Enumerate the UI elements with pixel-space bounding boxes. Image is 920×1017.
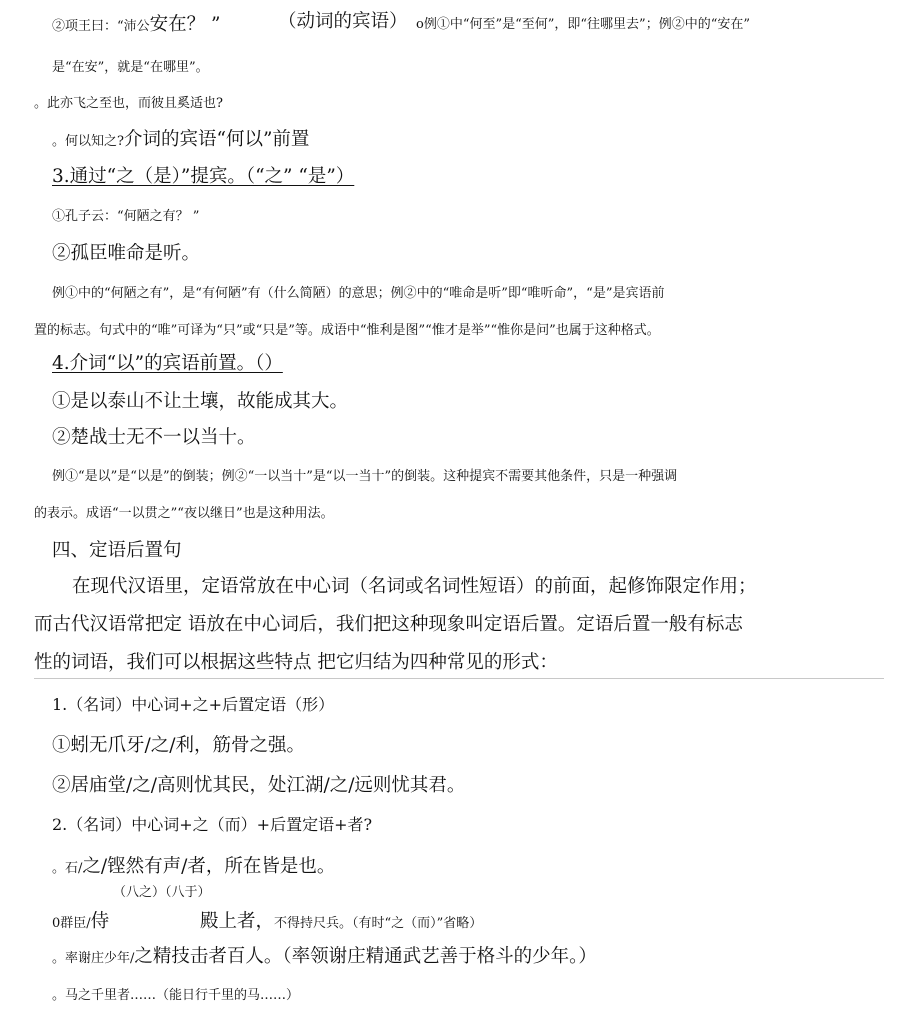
- section-heading: 四、定语后置句: [52, 540, 182, 561]
- text-line: ②孤臣唯命是听。: [52, 243, 201, 264]
- subsection-heading: 4.介词“以”的宾语前置。（）: [52, 353, 283, 374]
- text-line: 例①“是以”是“以是”的倒装；例②“一以当十”是“以一当十”的倒装。这种提宾不需要其他条件，只是一种强调: [52, 469, 678, 484]
- text-line: [52, 131, 309, 150]
- text-line: [52, 16, 221, 35]
- text-run: 0群臣/: [52, 916, 91, 931]
- text-line: 的表示。成语“一以贯之”“夜以继日”也是这种用法。: [34, 506, 334, 521]
- text-run: 。石/: [52, 861, 83, 876]
- paragraph-line: 在现代汉语里，定语常放在中心词（名词或名词性短语）的前面，起修饰限定作用；: [72, 576, 757, 597]
- text-run: 安在？ ”: [149, 14, 221, 35]
- text-line: 置的标志。句式中的“唯”可译为“只”或“只是”等。成语中“惟利是图”“惟才是举”“惟你是问”也属于这种格式。: [34, 323, 660, 338]
- example-line: 。马之千里者……（能日行千里的马……）: [52, 988, 300, 1003]
- form-heading: 1.（名词）中心词+之+后置定语（形）: [52, 695, 335, 714]
- divider: [34, 678, 884, 679]
- text-line: ①孔子云：“何陋之有？ ”: [52, 209, 200, 224]
- paragraph-line: 而古代汉语常把定 语放在中心词后，我们把这种现象叫定语后置。定语后置一般有标志: [34, 614, 743, 635]
- text-run: 。率谢庄少年/: [52, 951, 135, 966]
- text-line: 。此亦飞之至也，而彼且奚适也?: [34, 96, 223, 111]
- example-line: [200, 913, 482, 932]
- text-run: ②项王曰：“沛公: [52, 19, 150, 34]
- text-run: 不得持尺兵。（有时“之（而）”省略）: [274, 916, 483, 931]
- text-run: 侍: [90, 911, 110, 932]
- text-line: 是“在安”，就是“在哪里”。: [52, 60, 209, 75]
- example-line: [52, 858, 335, 877]
- text-line: （动词的宾语）: [278, 11, 408, 32]
- text-run: 之/铿然有声/者，所在皆是也。: [82, 856, 336, 877]
- example-line: [52, 913, 109, 932]
- text-line: o例①中“何至”是“至何”，即“往哪里去”；例②中的“安在”: [416, 17, 750, 32]
- paragraph-line: 性的词语，我们可以根据这些特点 把它归结为四种常见的形式：: [34, 652, 558, 673]
- text-run: 之精技击者百人。（率领谢庄精通武艺善于格斗的少年。）: [134, 946, 597, 967]
- example-line: ①蚓无爪牙/之/利，筋骨之强。: [52, 735, 305, 756]
- text-run: 殿上者，: [200, 911, 275, 932]
- text-run: 介词的宾语“何以”前置: [123, 129, 310, 150]
- example-line: [52, 948, 597, 967]
- text-line: 例①中的“何陋之有”，是“有何陋”有（什么简陋）的意思；例②中的“唯命是听”即“唯听命”，“是”是宾语前: [52, 286, 665, 301]
- form-heading: 2.（名词）中心词+之（而）+后置定语+者?: [52, 815, 373, 834]
- text-line: ①是以泰山不让土壤，故能成其大。: [52, 391, 349, 412]
- text-run: 。何以知之?: [52, 134, 124, 149]
- subsection-heading: 3.通过“之（是）”提宾。（“之” “是”）: [52, 166, 355, 187]
- example-line: ②居庙堂/之/高则忧其民，处江湖/之/远则忧其君。: [52, 775, 466, 796]
- annotation: （八之）（八于）: [113, 885, 211, 900]
- text-line: ②楚战士无不一以当十。: [52, 427, 256, 448]
